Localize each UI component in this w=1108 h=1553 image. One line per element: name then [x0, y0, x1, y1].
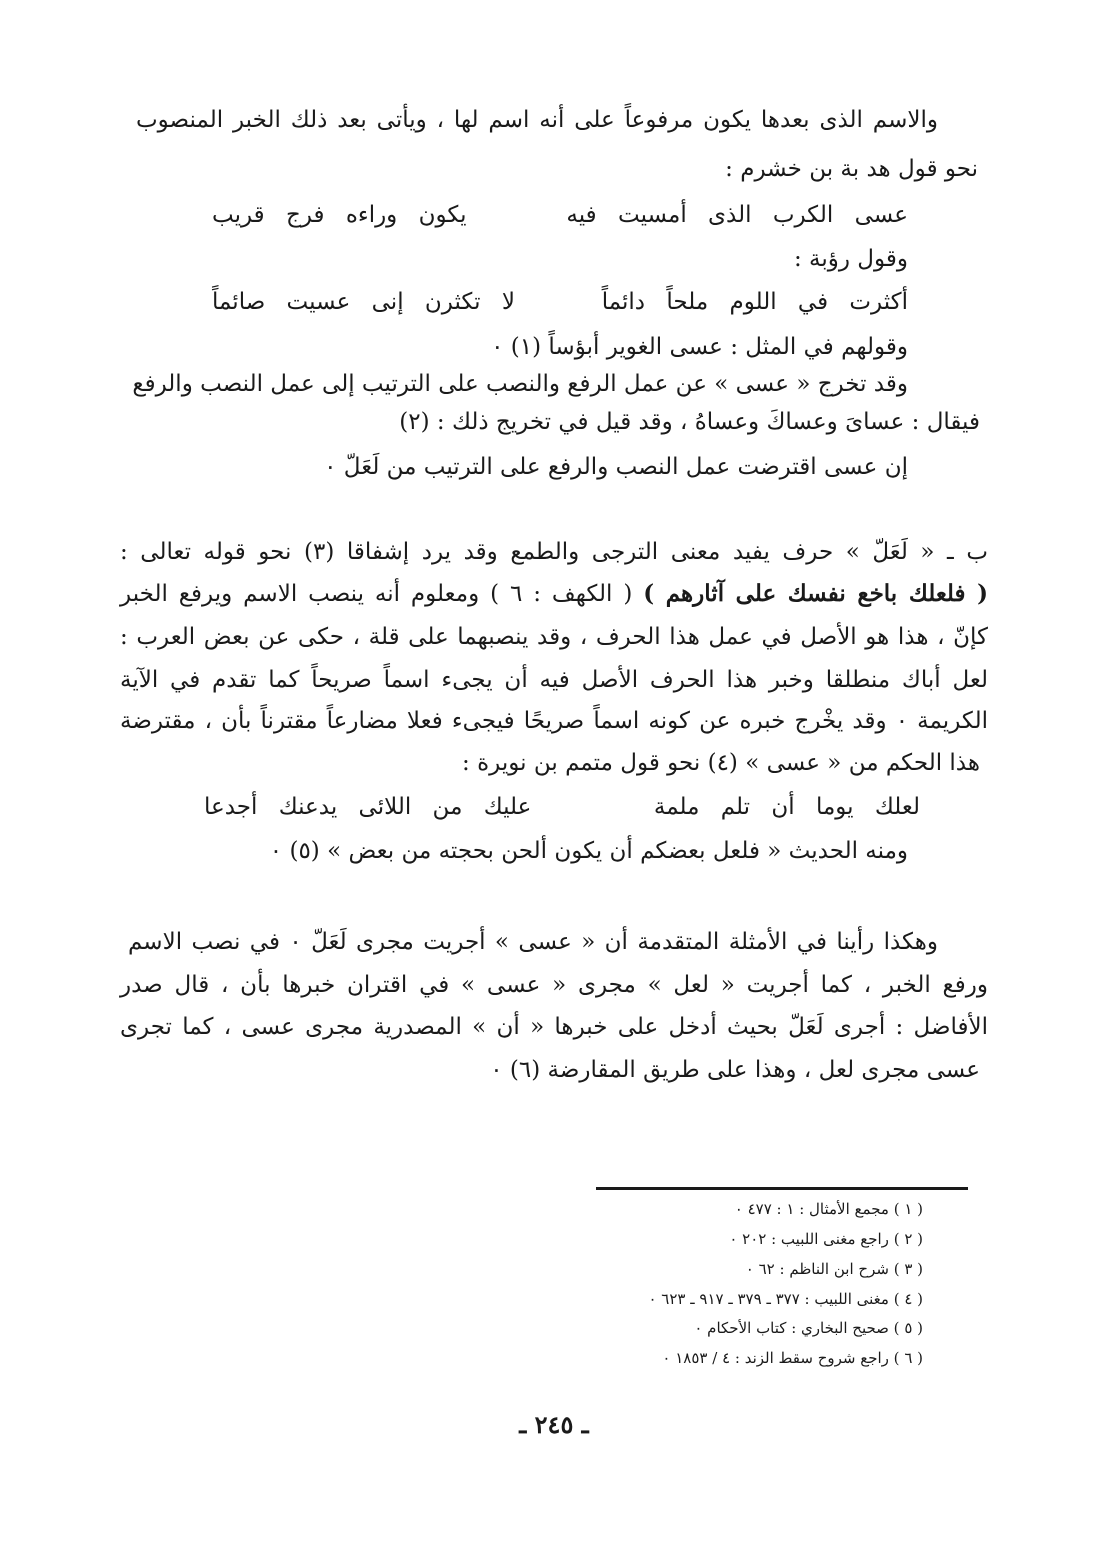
text-line: ومنه الحديث « فلعل بعضكم أن يكون ألحن بحجته من بعض » (٥) ٠: [269, 838, 908, 864]
quran-verse: ( فلعلك باخع نفسك على آثارهم ): [643, 580, 989, 607]
verse-line: [204, 790, 920, 824]
footnote: ( ٣ ) شرح ابن الناظم : ٦٢ ٠: [745, 1260, 923, 1278]
verse-hemistich: عسى الكرب الذى أمسيت فيه: [566, 202, 908, 228]
verse-line: [212, 198, 908, 232]
footnote: ( ١ ) مجمع الأمثال : ١ : ٤٧٧ ٠: [734, 1200, 923, 1218]
footnote: ( ٥ ) صحيح البخاري : كتاب الأحكام ٠: [694, 1319, 923, 1337]
text-line: وقول رؤبة :: [793, 246, 908, 272]
text-line: نحو قول هد بة بن خشرم :: [725, 156, 978, 182]
text-line: الكريمة ٠ وقد يخْرج خبره عن كونه اسماً صريحًا فيجىء فعلا مضارعاً مقترناً بأن ، مقترضة: [120, 708, 988, 734]
page-number: ـ ٢٤٥ ـ: [519, 1410, 589, 1439]
text-line: إن عسى اقترضت عمل النصب والرفع على الترتيب من لَعَلّ ٠: [324, 454, 908, 480]
text-line: وقولهم في المثل : عسى الغوير أبؤساً (١) ٠: [491, 334, 908, 360]
text-line: ورفع الخبر ، كما أجريت « لعل » مجرى « عسى » في اقتران خبرها بأن ، قال صدر: [120, 972, 988, 998]
verse-hemistich: أكثرت في اللوم ملحاً دائماً: [601, 289, 908, 315]
text-line: كإنّ ، هذا هو الأصل في عمل هذا الحرف ، وقد ينصبهما على قلة ، حكى عن بعض العرب :: [120, 624, 988, 650]
footnote: ( ٦ ) راجع شروح سقط الزند : ٤ / ١٨٥٣ ٠: [662, 1349, 923, 1367]
verse-line: [212, 285, 908, 319]
text-line: وهكذا رأينا في الأمثلة المتقدمة أن « عسى » أجريت مجرى لَعَلّ ٠ في نصب الاسم: [128, 929, 938, 955]
footnote-divider: [596, 1187, 968, 1190]
text-line: [120, 577, 988, 611]
text-span: ( الكهف : ٦ ) ومعلوم أنه ينصب الاسم ويرفع الخبر: [120, 581, 633, 607]
verse-hemistich: يكون وراءه فرج قريب: [212, 202, 467, 228]
text-line: وقد تخرج « عسى » عن عمل الرفع والنصب على الترتيب إلى عمل النصب والرفع: [132, 371, 908, 397]
text-line: ب ـ « لَعَلّ » حرف يفيد معنى الترجى والطمع وقد يرد إشفاقا (٣) نحو قوله تعالى :: [120, 539, 988, 565]
text-line: لعل أباك منطلقا وخبر هذا الحرف الأصل فيه أن يجىء اسماً صريحاً كما تقدم في الآية: [120, 667, 988, 693]
text-line: والاسم الذى بعدها يكون مرفوعاً على أنه اسم لها ، ويأتى بعد ذلك الخبر المنصوب: [136, 107, 938, 133]
text-line: عسى مجرى لعل ، وهذا على طريق المقارضة (٦) ٠: [490, 1057, 980, 1083]
footnote: ( ٤ ) مغنى اللبيب : ٣٧٧ ـ ٣٧٩ ـ ٩١٧ ـ ٦٢٣ ٠: [648, 1290, 923, 1308]
verse-hemistich: لا تكثرن إنى عسيت صائماً: [212, 289, 515, 315]
verse-hemistich: لعلك يوما أن تلم ملمة: [653, 794, 920, 820]
text-line: هذا الحكم من « عسى » (٤) نحو قول متمم بن نويرة :: [462, 750, 980, 776]
footnote: ( ٢ ) راجع مغنى اللبيب : ٢٠٢ ٠: [729, 1230, 923, 1248]
text-line: الأفاضل : أجرى لَعَلّ بحيث أدخل على خبرها « أن » المصدرية مجرى عسى ، كما تجرى: [120, 1014, 988, 1040]
verse-hemistich: عليك من اللائى يدعنك أجدعا: [204, 794, 532, 820]
text-line: فيقال : عساىَ وعساكَ وعساهُ ، وقد قيل في تخريج ذلك : (٢): [399, 409, 980, 435]
